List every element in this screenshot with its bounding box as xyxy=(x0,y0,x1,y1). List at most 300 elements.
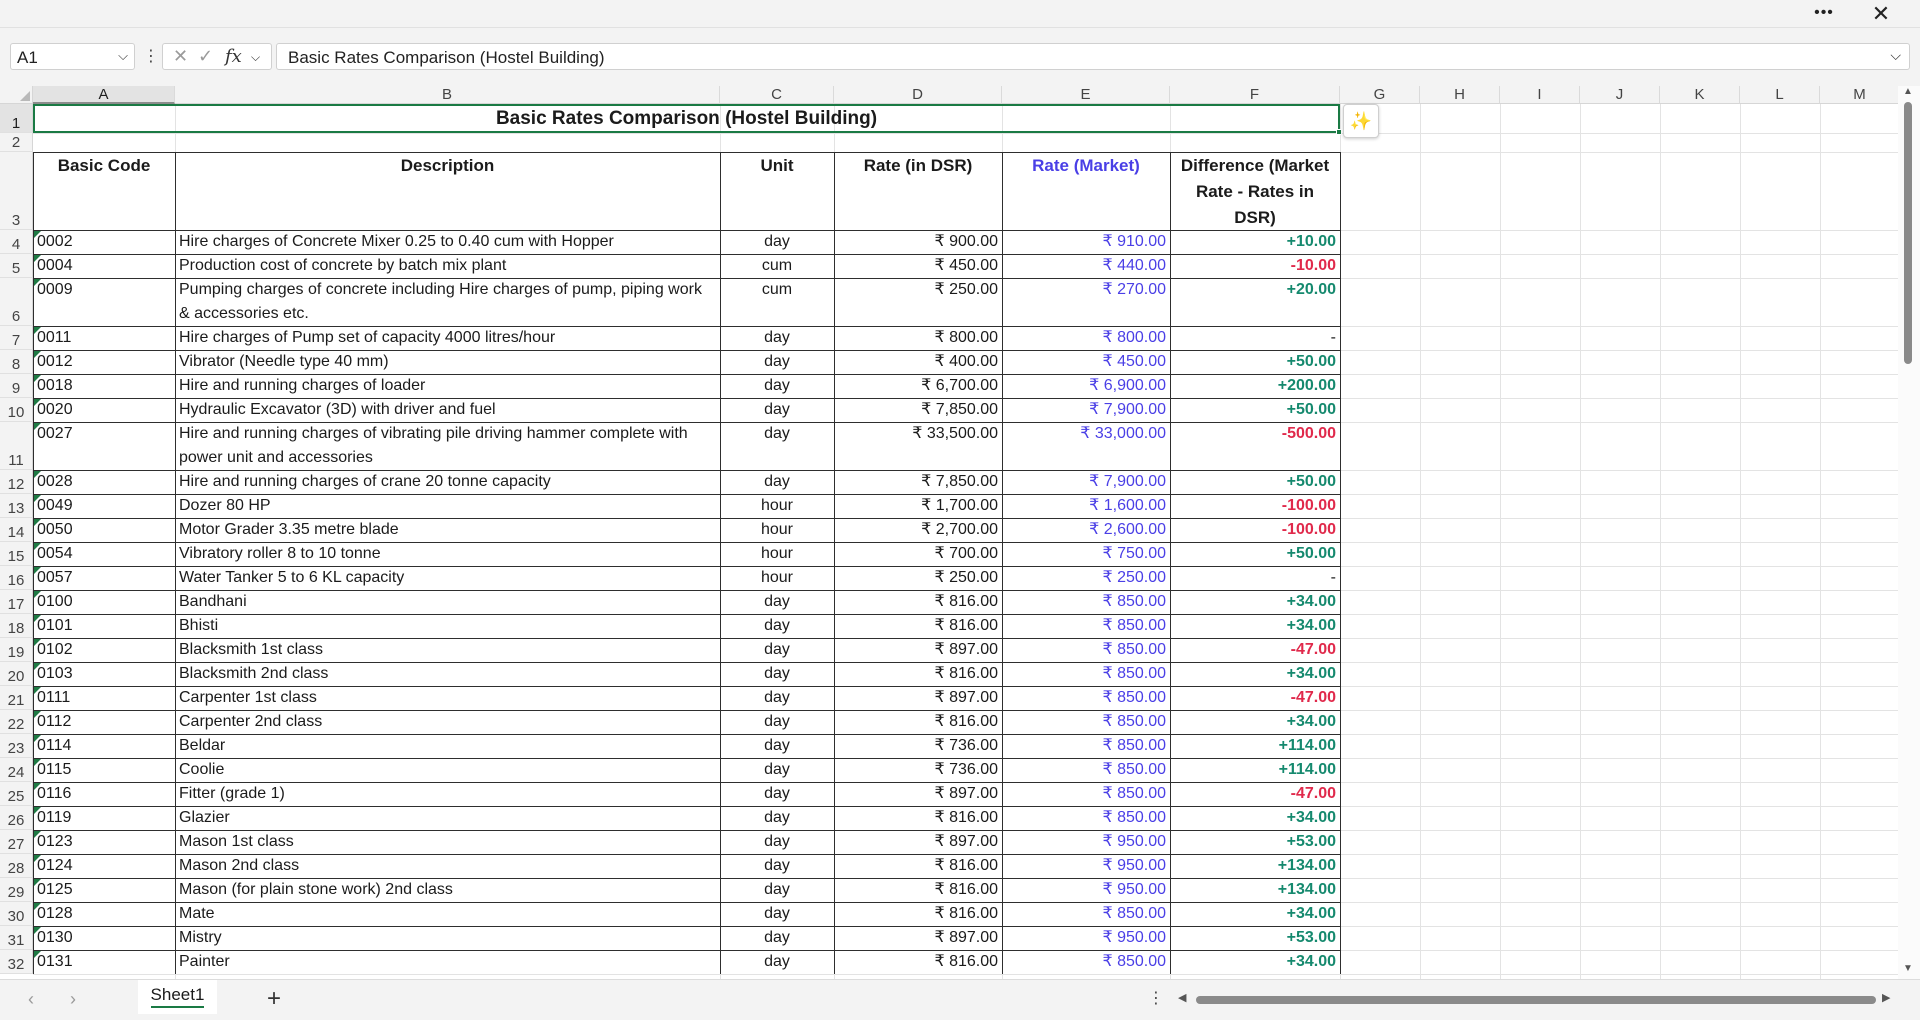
cell-unit[interactable]: day xyxy=(764,641,790,658)
scroll-down-icon[interactable]: ▼ xyxy=(1903,963,1913,974)
cell-rate-market[interactable]: ₹ 850.00 xyxy=(1102,785,1166,802)
cell-rate-dsr[interactable]: ₹ 816.00 xyxy=(934,905,998,922)
cell-unit[interactable]: day xyxy=(764,401,790,418)
number-as-text-indicator xyxy=(34,615,41,622)
sheet-tab-bar xyxy=(0,979,1920,1020)
cell-difference[interactable]: +53.00 xyxy=(1286,833,1336,850)
cell-rate-market[interactable]: ₹ 800.00 xyxy=(1102,329,1166,346)
cell-rate-market[interactable]: ₹ 750.00 xyxy=(1102,545,1166,562)
cell-description[interactable]: Painter xyxy=(179,953,230,970)
column-header-k[interactable]: K xyxy=(1660,86,1740,104)
cell-description[interactable]: Bhisti xyxy=(179,617,219,634)
cell-difference[interactable]: +34.00 xyxy=(1286,665,1336,682)
cell-rate-market[interactable]: ₹ 850.00 xyxy=(1102,689,1166,706)
cell-rate-market[interactable]: ₹ 910.00 xyxy=(1102,233,1166,250)
fill-handle[interactable] xyxy=(1336,129,1342,135)
number-as-text-indicator xyxy=(34,495,41,502)
cell-rate-dsr[interactable]: ₹ 700.00 xyxy=(934,545,998,562)
cell-difference[interactable]: +114.00 xyxy=(1278,737,1336,754)
cell-difference[interactable]: +34.00 xyxy=(1286,809,1336,826)
number-as-text-indicator xyxy=(34,519,41,526)
row-header-23[interactable] xyxy=(0,734,33,758)
name-box-value: A1 xyxy=(17,48,38,67)
cell-basic-code[interactable]: 0018 xyxy=(37,377,73,394)
cell-rate-market[interactable]: ₹ 950.00 xyxy=(1102,881,1166,898)
cell-description[interactable]: Mason 1st class xyxy=(179,833,294,850)
column-header-l[interactable]: L xyxy=(1740,86,1820,104)
cell-unit[interactable]: day xyxy=(764,665,790,682)
cell-unit[interactable]: hour xyxy=(760,497,794,514)
cell-description[interactable]: Hire and running charges of crane 20 tonne capacity xyxy=(179,473,551,490)
cell-difference[interactable]: -47.00 xyxy=(1290,641,1336,658)
gridline-horizontal xyxy=(33,974,1898,975)
cell-rate-dsr[interactable]: ₹ 400.00 xyxy=(934,353,998,370)
cell-difference[interactable]: +114.00 xyxy=(1278,761,1336,778)
scroll-up-icon[interactable]: ▲ xyxy=(1903,86,1913,97)
add-sheet-button[interactable]: + xyxy=(267,985,282,1012)
row-header-11[interactable] xyxy=(0,422,33,470)
cell-rate-dsr[interactable]: ₹ 800.00 xyxy=(934,329,998,346)
cell-description[interactable]: Vibratory roller 8 to 10 tonne xyxy=(179,545,381,562)
cell-rate-market[interactable]: ₹ 850.00 xyxy=(1102,665,1166,682)
cell-rate-dsr[interactable]: ₹ 736.00 xyxy=(934,761,998,778)
table-border-vertical xyxy=(1002,152,1003,974)
column-header-g[interactable]: G xyxy=(1340,86,1420,104)
cell-basic-code[interactable]: 0111 xyxy=(37,689,71,706)
row-header-3[interactable] xyxy=(0,152,33,230)
cell-description[interactable]: Hire and running charges of vibrating pile driving hammer complete with power unit and accessories xyxy=(179,425,688,466)
cell-basic-code[interactable]: 0115 xyxy=(37,761,72,778)
row-header-9[interactable] xyxy=(0,374,33,398)
cell-difference[interactable]: +34.00 xyxy=(1286,713,1336,730)
vertical-scrollbar[interactable] xyxy=(1898,86,1920,979)
table-border-vertical xyxy=(834,152,835,974)
cell-basic-code[interactable]: 0123 xyxy=(37,833,73,850)
cell-unit[interactable]: day xyxy=(764,809,790,826)
cell-description[interactable]: Pumping charges of concrete including Hire charges of pump, piping work & accessories etc. xyxy=(179,281,702,322)
row-header-24[interactable] xyxy=(0,758,33,782)
row-header-25[interactable] xyxy=(0,782,33,806)
cell-rate-market[interactable]: ₹ 1,600.00 xyxy=(1089,497,1166,514)
table-border-vertical xyxy=(33,152,34,974)
cell-unit[interactable]: day xyxy=(764,785,790,802)
cell-basic-code[interactable]: 0027 xyxy=(37,425,73,442)
cell-difference[interactable]: +53.00 xyxy=(1286,929,1336,946)
row-header-7[interactable] xyxy=(0,326,33,350)
cell-rate-dsr[interactable]: ₹ 897.00 xyxy=(934,641,998,658)
cell-difference[interactable]: -47.00 xyxy=(1290,785,1336,802)
cell-rate-dsr[interactable]: ₹ 33,500.00 xyxy=(912,425,998,442)
cell-unit[interactable]: cum xyxy=(761,257,793,274)
cell-description[interactable]: Hydraulic Excavator (3D) with driver and fuel xyxy=(179,401,496,418)
cell-basic-code[interactable]: 0131 xyxy=(37,953,73,970)
row-header-6[interactable] xyxy=(0,278,33,326)
more-options-icon[interactable]: ••• xyxy=(1814,4,1834,21)
sheet-tab-label: Sheet1 xyxy=(151,985,205,1008)
cell-description[interactable]: Fitter (grade 1) xyxy=(179,785,285,802)
cell-rate-dsr[interactable]: ₹ 816.00 xyxy=(934,953,998,970)
cell-difference[interactable]: +34.00 xyxy=(1286,593,1336,610)
sheet-title[interactable]: Basic Rates Comparison (Hostel Building) xyxy=(495,108,878,129)
tab-sheet1[interactable] xyxy=(138,980,217,1014)
cell-rate-market[interactable]: ₹ 2,600.00 xyxy=(1089,521,1166,538)
cell-description[interactable]: Glazier xyxy=(179,809,230,826)
cell-difference[interactable]: +34.00 xyxy=(1286,905,1336,922)
cell-unit[interactable]: day xyxy=(764,905,790,922)
cell-basic-code[interactable]: 0028 xyxy=(37,473,73,490)
row-number: 30 xyxy=(7,908,25,925)
column-header-d[interactable]: D xyxy=(834,86,1002,104)
name-box[interactable] xyxy=(10,43,135,70)
cell-rate-market[interactable]: ₹ 850.00 xyxy=(1102,617,1166,634)
cell-description[interactable]: Beldar xyxy=(179,737,226,754)
cell-description[interactable]: Hire and running charges of loader xyxy=(179,377,426,394)
header-rate-market[interactable]: Rate (Market) xyxy=(1032,156,1140,175)
cell-unit[interactable]: day xyxy=(764,473,790,490)
cell-description[interactable]: Vibrator (Needle type 40 mm) xyxy=(179,353,389,370)
row-header-18[interactable] xyxy=(0,614,33,638)
row-header-27[interactable] xyxy=(0,830,33,854)
cell-unit[interactable]: hour xyxy=(760,569,794,586)
cell-unit[interactable]: day xyxy=(764,329,790,346)
number-as-text-indicator xyxy=(34,591,41,598)
cell-difference[interactable]: -500.00 xyxy=(1281,425,1336,442)
row-header-12[interactable] xyxy=(0,470,33,494)
header-rate-dsr[interactable]: Rate (in DSR) xyxy=(863,156,973,175)
cell-unit[interactable]: cum xyxy=(761,281,793,298)
number-as-text-indicator xyxy=(34,711,41,718)
cell-basic-code[interactable]: 0114 xyxy=(37,737,72,754)
select-all-corner[interactable] xyxy=(0,86,33,104)
row-number: 9 xyxy=(11,380,21,397)
cell-unit[interactable]: day xyxy=(764,233,790,250)
row-header-19[interactable] xyxy=(0,638,33,662)
cell-rate-dsr[interactable]: ₹ 900.00 xyxy=(934,233,998,250)
cell-basic-code[interactable]: 0049 xyxy=(37,497,73,514)
cell-rate-market[interactable]: ₹ 440.00 xyxy=(1102,257,1166,274)
table-border-vertical xyxy=(1340,152,1341,974)
cell-basic-code[interactable]: 0102 xyxy=(37,641,73,658)
row-header-17[interactable] xyxy=(0,590,33,614)
row-header-20[interactable] xyxy=(0,662,33,686)
cell-basic-code[interactable]: 0054 xyxy=(37,545,73,562)
cancel-icon[interactable]: ✕ xyxy=(173,46,189,66)
cell-rate-market[interactable]: ₹ 850.00 xyxy=(1102,905,1166,922)
row-header-8[interactable] xyxy=(0,350,33,374)
cell-rate-dsr[interactable]: ₹ 1,700.00 xyxy=(921,497,998,514)
cell-difference[interactable]: -47.00 xyxy=(1290,689,1336,706)
cell-difference[interactable]: +134.00 xyxy=(1277,881,1336,898)
number-as-text-indicator xyxy=(34,231,41,238)
cell-rate-market[interactable]: ₹ 850.00 xyxy=(1102,761,1166,778)
cell-difference[interactable]: +50.00 xyxy=(1286,473,1336,490)
cell-rate-dsr[interactable]: ₹ 6,700.00 xyxy=(921,377,998,394)
cell-rate-dsr[interactable]: ₹ 2,700.00 xyxy=(921,521,998,538)
row-number: 17 xyxy=(7,596,25,613)
row-header-15[interactable] xyxy=(0,542,33,566)
formula-bar xyxy=(0,28,1920,86)
expand-formula-bar-icon[interactable]: ⌵ xyxy=(1890,47,1901,63)
cell-rate-market[interactable]: ₹ 950.00 xyxy=(1102,857,1166,874)
number-as-text-indicator xyxy=(34,903,41,910)
row-number: 10 xyxy=(7,404,25,421)
cell-description[interactable]: Dozer 80 HP xyxy=(179,497,271,514)
row-number: 25 xyxy=(7,788,25,805)
cell-unit[interactable]: day xyxy=(764,881,790,898)
row-number: 20 xyxy=(7,668,25,685)
row-header-31[interactable] xyxy=(0,926,33,950)
cell-description[interactable]: Water Tanker 5 to 6 KL capacity xyxy=(179,569,405,586)
cell-difference[interactable]: +10.00 xyxy=(1286,233,1336,250)
cell-description[interactable]: Blacksmith 2nd class xyxy=(179,665,329,682)
number-as-text-indicator xyxy=(34,831,41,838)
cell-basic-code[interactable]: 0050 xyxy=(37,521,73,538)
cell-unit[interactable]: day xyxy=(764,713,790,730)
row-header-28[interactable] xyxy=(0,854,33,878)
cell-rate-market[interactable]: ₹ 33,000.00 xyxy=(1080,425,1166,442)
cell-rate-dsr[interactable]: ₹ 816.00 xyxy=(934,881,998,898)
cell-difference[interactable]: +50.00 xyxy=(1286,401,1336,418)
cell-rate-market[interactable]: ₹ 7,900.00 xyxy=(1089,401,1166,418)
cell-basic-code[interactable]: 0100 xyxy=(37,593,73,610)
cell-rate-dsr[interactable]: ₹ 250.00 xyxy=(934,569,998,586)
check-icon[interactable]: ✓ xyxy=(198,46,214,66)
column-header-j[interactable]: J xyxy=(1580,86,1660,104)
row-number: 26 xyxy=(7,812,25,829)
cell-rate-dsr[interactable]: ₹ 7,850.00 xyxy=(921,473,998,490)
spreadsheet-grid[interactable] xyxy=(0,86,1920,979)
cell-basic-code[interactable]: 0101 xyxy=(37,617,73,634)
row-number: 5 xyxy=(11,260,21,277)
number-as-text-indicator xyxy=(34,399,41,406)
cell-description[interactable]: Carpenter 2nd class xyxy=(179,713,323,730)
cell-basic-code[interactable]: 0119 xyxy=(37,809,72,826)
cell-rate-dsr[interactable]: ₹ 897.00 xyxy=(934,833,998,850)
header-basic-code[interactable]: Basic Code xyxy=(57,156,151,175)
cell-difference[interactable]: -10.00 xyxy=(1290,257,1336,274)
close-icon[interactable]: ✕ xyxy=(1871,1,1891,26)
gridline-horizontal xyxy=(33,133,1898,134)
row-number: 15 xyxy=(7,548,25,565)
cell-unit[interactable]: day xyxy=(764,425,790,442)
cell-rate-market[interactable]: ₹ 6,900.00 xyxy=(1089,377,1166,394)
table-border-vertical xyxy=(175,152,176,974)
horizontal-scroll-thumb[interactable] xyxy=(1196,996,1876,1004)
cell-description[interactable]: Blacksmith 1st class xyxy=(179,641,324,658)
row-header-4[interactable] xyxy=(0,230,33,254)
cell-unit[interactable]: day xyxy=(764,689,790,706)
cell-basic-code[interactable]: 0009 xyxy=(37,281,73,298)
cell-rate-dsr[interactable]: ₹ 816.00 xyxy=(934,809,998,826)
cell-basic-code[interactable]: 0128 xyxy=(37,905,73,922)
cell-rate-market[interactable]: ₹ 850.00 xyxy=(1102,809,1166,826)
cell-rate-dsr[interactable]: ₹ 816.00 xyxy=(934,593,998,610)
formula-value: Basic Rates Comparison (Hostel Building) xyxy=(288,48,605,67)
cell-description[interactable]: Mate xyxy=(179,905,215,922)
cell-rate-dsr[interactable]: ₹ 450.00 xyxy=(934,257,998,274)
cell-rate-market[interactable]: ₹ 850.00 xyxy=(1102,713,1166,730)
column-header-h[interactable]: H xyxy=(1420,86,1500,104)
cell-difference[interactable]: +20.00 xyxy=(1286,281,1336,298)
cell-basic-code[interactable]: 0112 xyxy=(37,713,72,730)
cell-unit[interactable]: day xyxy=(764,833,790,850)
number-as-text-indicator xyxy=(34,951,41,958)
header-description[interactable]: Description xyxy=(400,156,495,175)
cell-basic-code[interactable]: 0057 xyxy=(37,569,73,586)
row-header-21[interactable] xyxy=(0,686,33,710)
cell-difference[interactable]: +34.00 xyxy=(1286,953,1336,970)
cell-unit[interactable]: day xyxy=(764,929,790,946)
insert-function-icon[interactable]: fx xyxy=(225,46,242,67)
cell-basic-code[interactable]: 0124 xyxy=(37,857,73,874)
row-header-14[interactable] xyxy=(0,518,33,542)
row-number: 12 xyxy=(7,476,25,493)
cell-description[interactable]: Bandhani xyxy=(179,593,247,610)
number-as-text-indicator xyxy=(34,927,41,934)
cell-difference[interactable]: - xyxy=(1330,569,1336,586)
cell-unit[interactable]: day xyxy=(764,377,790,394)
number-as-text-indicator xyxy=(34,255,41,262)
row-header-1[interactable] xyxy=(0,104,33,133)
cell-unit[interactable]: hour xyxy=(760,521,794,538)
cell-basic-code[interactable]: 0125 xyxy=(37,881,73,898)
cell-rate-market[interactable]: ₹ 7,900.00 xyxy=(1089,473,1166,490)
column-header-c[interactable]: C xyxy=(720,86,834,104)
cell-basic-code[interactable]: 0103 xyxy=(37,665,73,682)
row-number: 18 xyxy=(7,620,25,637)
cell-unit[interactable]: day xyxy=(764,953,790,970)
cell-difference[interactable]: - xyxy=(1330,329,1336,346)
cell-rate-dsr[interactable]: ₹ 897.00 xyxy=(934,929,998,946)
previous-sheet-icon[interactable]: ‹ xyxy=(28,989,34,1009)
cell-difference[interactable]: +200.00 xyxy=(1277,377,1336,394)
cell-description[interactable]: Hire charges of Concrete Mixer 0.25 to 0.40 cum with Hopper xyxy=(179,233,614,250)
cell-difference[interactable]: -100.00 xyxy=(1281,521,1336,538)
cell-description[interactable]: Motor Grader 3.35 metre blade xyxy=(179,521,399,538)
cell-rate-market[interactable]: ₹ 850.00 xyxy=(1102,641,1166,658)
row-header-32[interactable] xyxy=(0,950,33,974)
column-header-a[interactable]: A xyxy=(33,86,175,104)
formula-input[interactable] xyxy=(276,43,1910,70)
scroll-right-icon[interactable]: ▶ xyxy=(1882,992,1891,1004)
cell-rate-dsr[interactable]: ₹ 897.00 xyxy=(934,785,998,802)
cell-unit[interactable]: day xyxy=(764,617,790,634)
row-number: 29 xyxy=(7,884,25,901)
chevron-down-icon[interactable]: ⌵ xyxy=(118,48,128,63)
chevron-down-icon[interactable]: ⌵ xyxy=(251,50,261,64)
row-header-5[interactable] xyxy=(0,254,33,278)
column-header-e[interactable]: E xyxy=(1002,86,1170,104)
cell-rate-dsr[interactable]: ₹ 7,850.00 xyxy=(921,401,998,418)
row-header-16[interactable] xyxy=(0,566,33,590)
column-header-b[interactable]: B xyxy=(175,86,720,104)
cell-rate-market[interactable]: ₹ 850.00 xyxy=(1102,593,1166,610)
row-header-29[interactable] xyxy=(0,878,33,902)
number-as-text-indicator xyxy=(34,423,41,430)
cell-unit[interactable]: day xyxy=(764,353,790,370)
cell-unit[interactable]: day xyxy=(764,761,790,778)
cell-description[interactable]: Mason 2nd class xyxy=(179,857,300,874)
cell-difference[interactable]: +50.00 xyxy=(1286,545,1336,562)
cell-basic-code[interactable]: 0002 xyxy=(37,233,73,250)
cell-rate-dsr[interactable]: ₹ 250.00 xyxy=(934,281,998,298)
cell-rate-dsr[interactable]: ₹ 897.00 xyxy=(934,689,998,706)
cell-rate-market[interactable]: ₹ 850.00 xyxy=(1102,953,1166,970)
vertical-scroll-thumb[interactable] xyxy=(1904,102,1912,364)
cell-basic-code[interactable]: 0116 xyxy=(37,785,72,802)
scroll-left-icon[interactable]: ◀ xyxy=(1178,992,1187,1004)
row-number: 19 xyxy=(7,644,25,661)
cell-description[interactable]: Coolie xyxy=(179,761,225,778)
table-border-vertical xyxy=(720,152,721,974)
cell-rate-dsr[interactable]: ₹ 816.00 xyxy=(934,713,998,730)
cell-rate-market[interactable]: ₹ 450.00 xyxy=(1102,353,1166,370)
header-unit[interactable]: Unit xyxy=(760,156,794,175)
header-difference[interactable]: Difference (Market Rate - Rates in DSR) xyxy=(1180,156,1330,227)
row-header-26[interactable] xyxy=(0,806,33,830)
row-number: 16 xyxy=(7,572,25,589)
cell-description[interactable]: Production cost of concrete by batch mix plant xyxy=(179,257,507,274)
row-number: 14 xyxy=(7,524,25,541)
cell-unit[interactable]: day xyxy=(764,857,790,874)
row-header-13[interactable] xyxy=(0,494,33,518)
row-header-22[interactable] xyxy=(0,710,33,734)
number-as-text-indicator xyxy=(34,855,41,862)
cell-rate-market[interactable]: ₹ 950.00 xyxy=(1102,929,1166,946)
row-header-2[interactable] xyxy=(0,133,33,152)
formula-bar-grip-icon[interactable]: ⋮ xyxy=(143,48,159,65)
column-header-f[interactable]: F xyxy=(1170,86,1340,104)
row-number: 11 xyxy=(8,452,24,469)
cell-basic-code[interactable]: 0004 xyxy=(37,257,73,274)
cell-basic-code[interactable]: 0020 xyxy=(37,401,73,418)
next-sheet-icon[interactable]: › xyxy=(70,989,76,1009)
cell-description[interactable]: Carpenter 1st class xyxy=(179,689,317,706)
cell-basic-code[interactable]: 0012 xyxy=(37,353,73,370)
cell-rate-market[interactable]: ₹ 850.00 xyxy=(1102,737,1166,754)
tab-bar-grip-icon[interactable]: ⋮ xyxy=(1148,990,1164,1007)
quick-analysis-icon[interactable]: ✨ xyxy=(1343,104,1379,138)
cell-rate-market[interactable]: ₹ 270.00 xyxy=(1102,281,1166,298)
cell-difference[interactable]: +50.00 xyxy=(1286,353,1336,370)
cell-difference[interactable]: +134.00 xyxy=(1277,857,1336,874)
cell-rate-dsr[interactable]: ₹ 736.00 xyxy=(934,737,998,754)
cell-basic-code[interactable]: 0011 xyxy=(37,329,72,346)
cell-rate-dsr[interactable]: ₹ 816.00 xyxy=(934,617,998,634)
column-header-i[interactable]: I xyxy=(1500,86,1580,104)
cell-unit[interactable]: day xyxy=(764,593,790,610)
cell-difference[interactable]: +34.00 xyxy=(1286,617,1336,634)
row-header-10[interactable] xyxy=(0,398,33,422)
cell-description[interactable]: Mistry xyxy=(179,929,222,946)
cell-basic-code[interactable]: 0130 xyxy=(37,929,73,946)
cell-rate-market[interactable]: ₹ 250.00 xyxy=(1102,569,1166,586)
cell-description[interactable]: Mason (for plain stone work) 2nd class xyxy=(179,881,453,898)
row-number: 1 xyxy=(11,115,21,132)
column-header-m[interactable]: M xyxy=(1820,86,1900,104)
cell-rate-market[interactable]: ₹ 950.00 xyxy=(1102,833,1166,850)
cell-unit[interactable]: day xyxy=(764,737,790,754)
cell-difference[interactable]: -100.00 xyxy=(1281,497,1336,514)
cell-unit[interactable]: hour xyxy=(760,545,794,562)
cell-rate-dsr[interactable]: ₹ 816.00 xyxy=(934,857,998,874)
window-title-bar xyxy=(0,0,1920,28)
row-number: 27 xyxy=(7,836,25,853)
formula-buttons xyxy=(162,43,272,70)
row-header-30[interactable] xyxy=(0,902,33,926)
cell-rate-dsr[interactable]: ₹ 816.00 xyxy=(934,665,998,682)
cell-description[interactable]: Hire charges of Pump set of capacity 4000 litres/hour xyxy=(179,329,556,346)
